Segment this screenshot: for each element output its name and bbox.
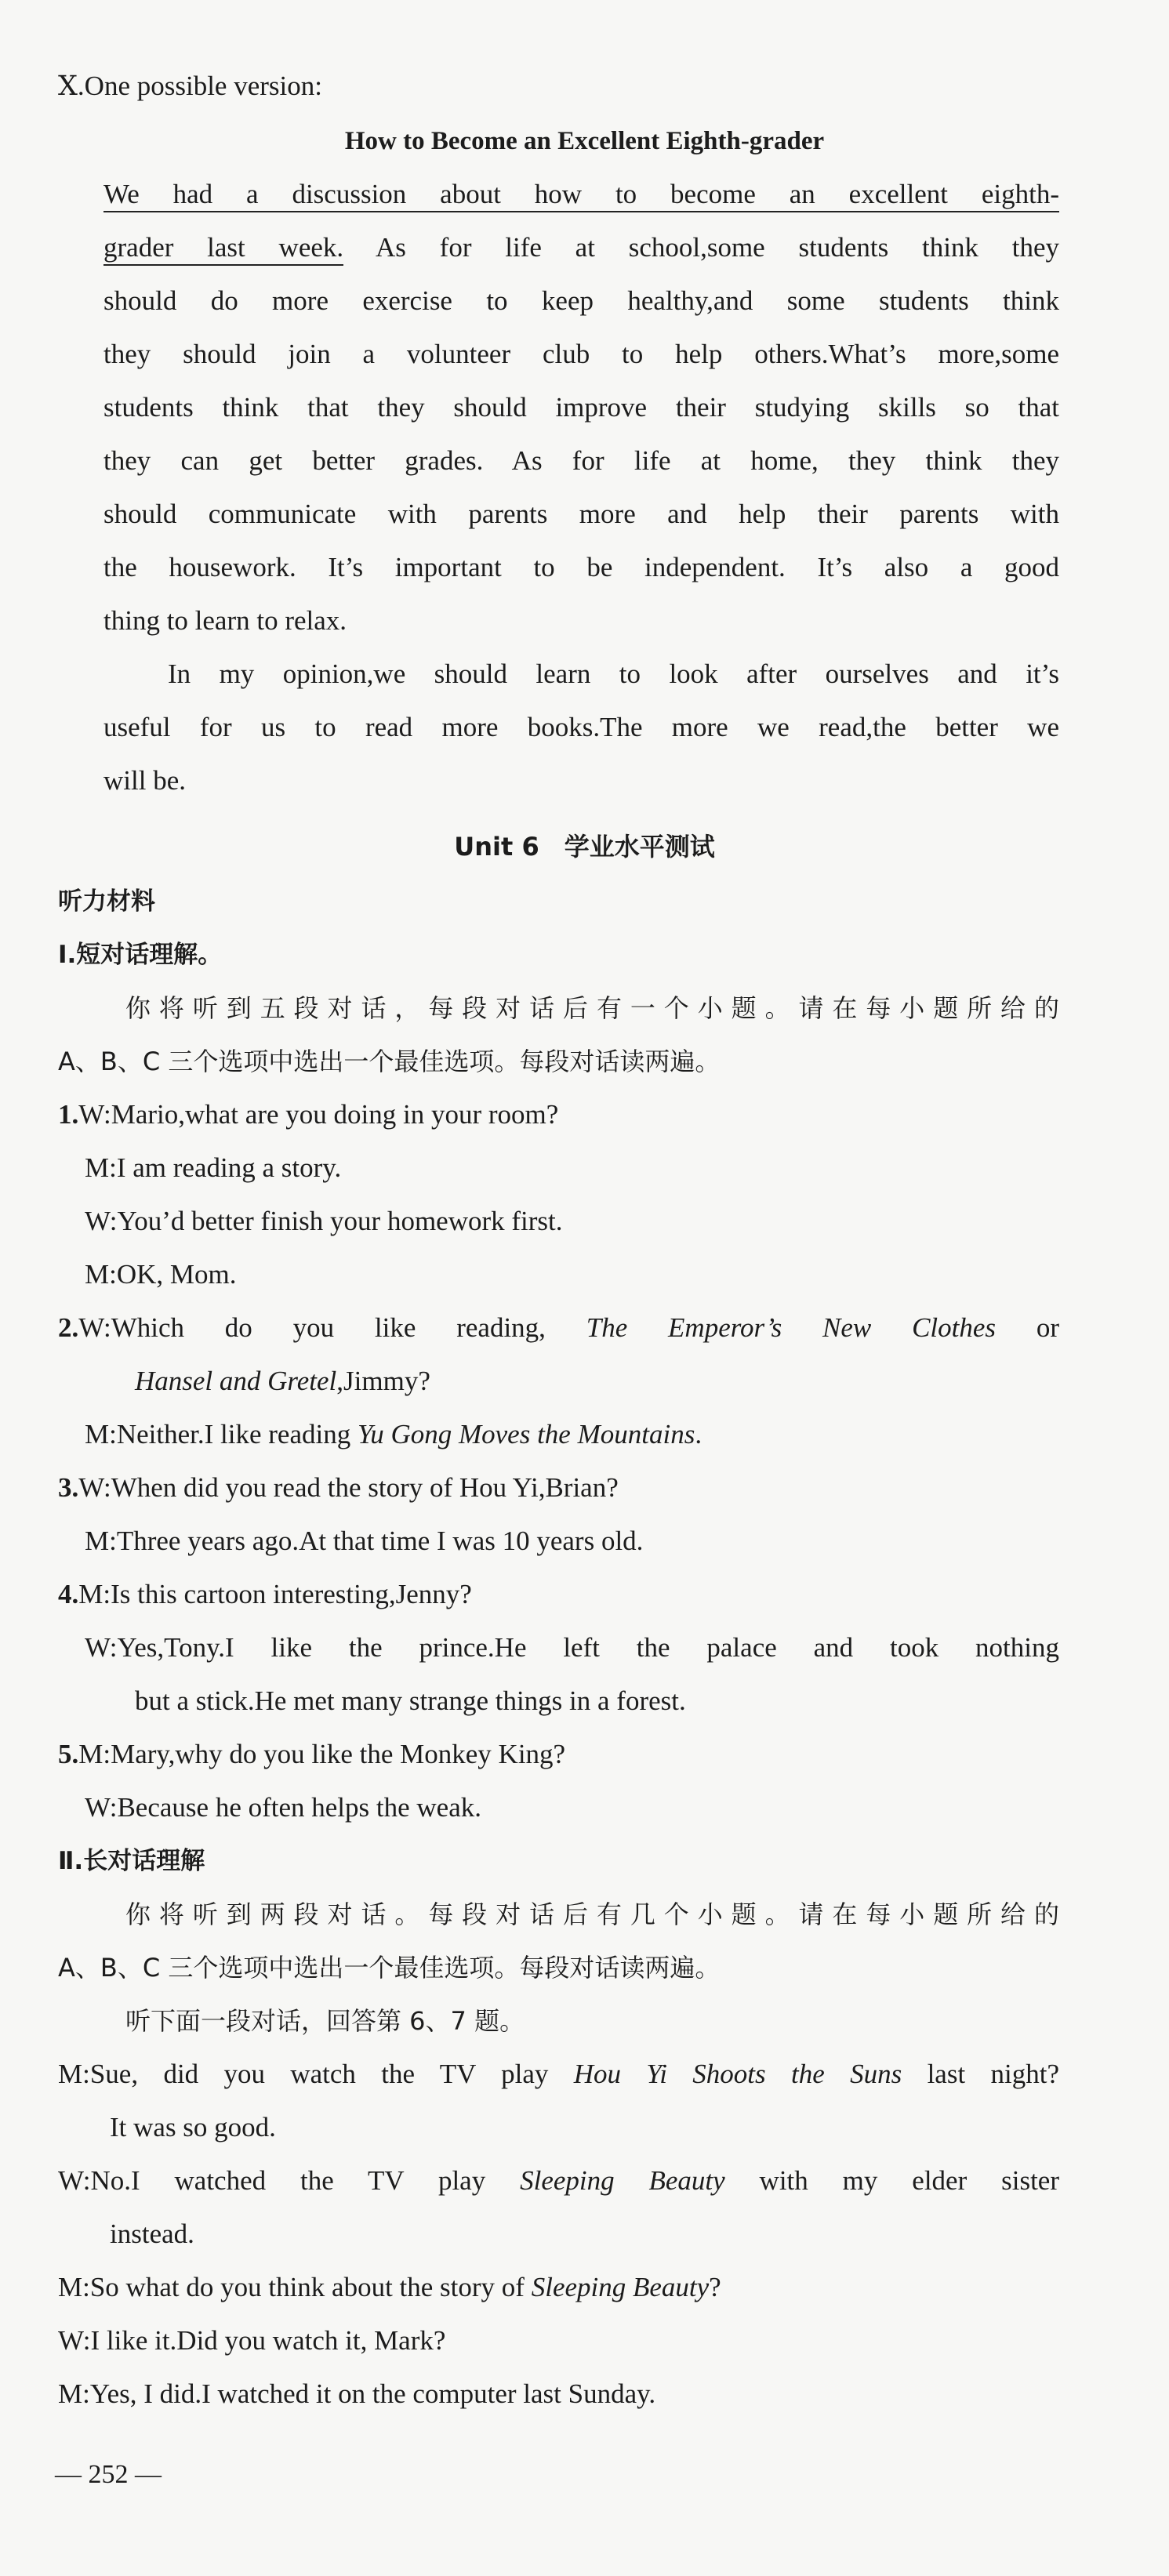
q4-w-line-1: W:Yes,Tony.I like the prince.He left the palace and took nothing (85, 1632, 1059, 1663)
essay-title: How to Become an Excellent Eighth-grader (344, 127, 825, 155)
part1-heading: Ⅰ.短对话理解。 (58, 941, 223, 969)
long-dialog-line-5: M:So what do you think about the story of Sleeping Beauty? (58, 2272, 721, 2302)
q2-w-line-2: Hansel and Gretel,Jimmy? (135, 1366, 430, 1396)
essay-line-5: students think that they should improve their studying skills so that (103, 392, 1059, 423)
essay-line-9: thing to learn to relax. (103, 605, 347, 636)
part1-instruction-1: 你将听到五段对话，每段对话后有一个小题。请在每小题所给的 (125, 993, 1059, 1023)
q2-w-line-1: 2.W:Which do you like reading, The Emperor’s New Clothes or (58, 1312, 1059, 1343)
long-dialog-line-3: W:No.I watched the TV play Sleeping Beauty with my elder sister (58, 2165, 1059, 2196)
q4-m-line: 4.M:Is this cartoon interesting,Jenny? (58, 1579, 472, 1609)
unit-title: Unit 6 学业水平测试 (454, 832, 715, 862)
q1-w-line-1: 1.W:Mario,what are you doing in your room? (58, 1099, 559, 1130)
q1-m-line-1: M:I am reading a story. (85, 1152, 342, 1183)
essay-line-2: grader last week. As for life at school,some students think they (103, 230, 1059, 265)
essay-line-4: they should join a volunteer club to help others.What’s more,some (103, 339, 1059, 369)
q5-w-line: W:Because he often helps the weak. (85, 1792, 481, 1823)
part2-heading: Ⅱ.长对话理解 (58, 1847, 205, 1875)
part1-instruction-2: A、B、C 三个选项中选出一个最佳选项。每段对话读两遍。 (58, 1047, 721, 1076)
q5-m-line: 5.M:Mary,why do you like the Monkey King? (58, 1739, 566, 1769)
q1-m-line-2: M:OK, Mom. (85, 1259, 237, 1290)
q3-m-line: M:Three years ago.At that time I was 10 years old. (85, 1526, 644, 1556)
long-dialog-line-2: It was so good. (110, 2112, 276, 2142)
long-dialog-line-6: W:I like it.Did you watch it, Mark? (58, 2325, 446, 2356)
part2-instruction-2: A、B、C 三个选项中选出一个最佳选项。每段对话读两遍。 (58, 1953, 721, 1983)
q4-w-line-2: but a stick.He met many strange things in a forest. (135, 1685, 686, 1716)
section-x-label: Ⅹ.One possible version: (58, 71, 322, 101)
essay-line-3: should do more exercise to keep healthy,and some students think (103, 285, 1059, 316)
q1-w-line-2: W:You’d better finish your homework first. (85, 1206, 563, 1236)
long-dialog-line-4: instead. (110, 2219, 194, 2249)
essay-line-10: In my opinion,we should learn to look after ourselves and it’s (168, 659, 1059, 689)
page-number: — 252 — (55, 2460, 162, 2489)
long-dialog-line-1: M:Sue, did you watch the TV play Hou Yi Shoots the Suns last night? (58, 2059, 1059, 2089)
essay-line-6: they can get better grades. As for life at home, they think they (103, 445, 1059, 476)
q3-w-line: 3.W:When did you read the story of Hou Yi,Brian? (58, 1472, 619, 1503)
essay-line-11: useful for us to read more books.The more we read,the better we (103, 712, 1059, 742)
essay-line-8: the housework. It’s important to be independent. It’s also a good (103, 552, 1059, 582)
part2-instruction-1: 你将听到两段对话。每段对话后有几个小题。请在每小题所给的 (125, 1899, 1059, 1929)
q2-m-line: M:Neither.I like reading Yu Gong Moves the Mountains. (85, 1419, 702, 1449)
essay-line-7: should communicate with parents more and help their parents with (103, 499, 1059, 529)
long-dialog-line-7: M:Yes, I did.I watched it on the computer last Sunday. (58, 2378, 656, 2409)
listening-heading: 听力材料 (58, 887, 155, 916)
essay-line-1: We had a discussion about how to become an excellent eighth- (103, 177, 1059, 212)
essay-line-12: will be. (103, 765, 186, 796)
part2-instruction-3: 听下面一段对话，回答第 6、7 题。 (125, 2006, 525, 2036)
